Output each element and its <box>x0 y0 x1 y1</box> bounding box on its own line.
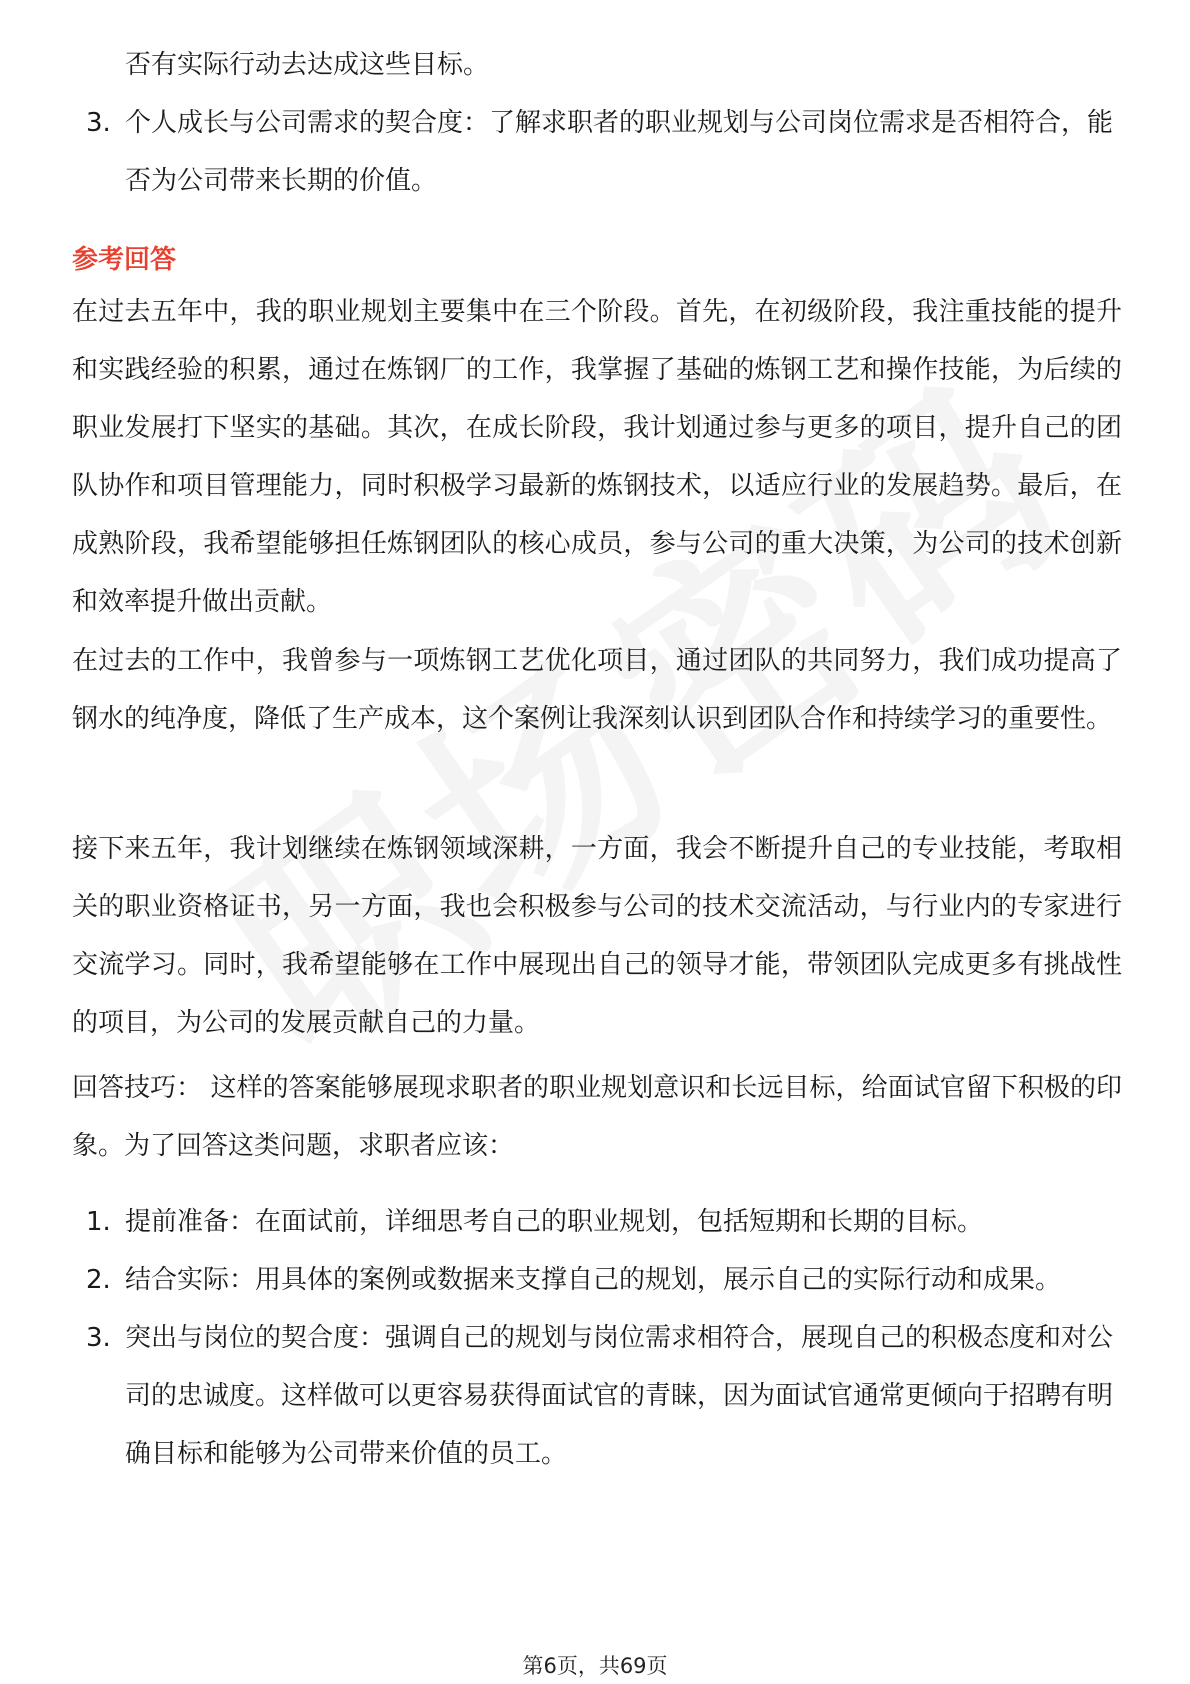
tips-item-2 <box>72 1251 1122 1309</box>
tips-item-3 <box>72 1309 1122 1483</box>
list-item-text: 提前准备：在面试前，详细思考自己的职业规划，包括短期和长期的目标。 <box>125 1207 984 1237</box>
list-item-number: 3. <box>86 1323 111 1353</box>
list-item-text: 否有实际行动去达成这些目标。 <box>125 50 490 80</box>
list-item-number: 3. <box>86 108 111 138</box>
tips-intro: 回答技巧： 这样的答案能够展现求职者的职业规划意识和长远目标，给面试官留下积极的印象。为了回答这类问题，求职者应该： <box>72 1073 1122 1161</box>
list-item-3 <box>72 94 1122 210</box>
tips-list <box>72 1193 1122 1483</box>
tips-item-1 <box>72 1193 1122 1251</box>
list-item-continued-tail <box>72 36 1122 94</box>
answer-paragraph-2: 在过去的工作中，我曾参与一项炼钢工艺优化项目，通过团队的共同努力，我们成功提高了钢水的纯净度，降低了生产成本，这个案例让我深刻认识到团队合作和持续学习的重要性。 <box>72 646 1122 734</box>
answer-paragraph-1: 在过去五年中，我的职业规划主要集中在三个阶段。首先，在初级阶段，我注重技能的提升和实践经验的积累，通过在炼钢厂的工作，我掌握了基础的炼钢工艺和操作技能，为后续的职业发展打下坚实的基础。其次，在成长阶段，我计划通过参与更多的项目，提升自己的团队协作和项目管理能力，同时积极学习最新的炼钢技术，以适应行业的发展趋势。最后，在成熟阶段，我希望能够担任炼钢团队的核心成员，参与公司的重大决策，为公司的技术创新和效率提升做出贡献。 <box>72 297 1122 617</box>
list-item-text: 结合实际：用具体的案例或数据来支撑自己的规划，展示自己的实际行动和成果。 <box>125 1265 1062 1295</box>
list-item-number: 1. <box>86 1207 111 1237</box>
continued-list <box>72 36 1122 210</box>
list-item-number: 2. <box>86 1265 111 1295</box>
page-footer: 第6页，共69页 <box>522 1654 668 1678</box>
answer-paragraph-3: 接下来五年，我计划继续在炼钢领域深耕，一方面，我会不断提升自己的专业技能，考取相关的职业资格证书，另一方面，我也会积极参与公司的技术交流活动，与行业内的专家进行交流学习。同时，我希望能够在工作中展现出自己的领导才能，带领团队完成更多有挑战性的项目，为公司的发展贡献自己的力量。 <box>72 834 1122 1038</box>
list-item-text: 个人成长与公司需求的契合度：了解求职者的职业规划与公司岗位需求是否相符合，能否为公司带来长期的价值。 <box>125 108 1114 196</box>
section-heading: 参考回答 <box>72 245 177 275</box>
list-item-text: 突出与岗位的契合度：强调自己的规划与岗位需求相符合，展现自己的积极态度和对公司的忠诚度。这样做可以更容易获得面试官的青睐，因为面试官通常更倾向于招聘有明确目标和能够为公司带来价值的员工。 <box>125 1323 1114 1469</box>
